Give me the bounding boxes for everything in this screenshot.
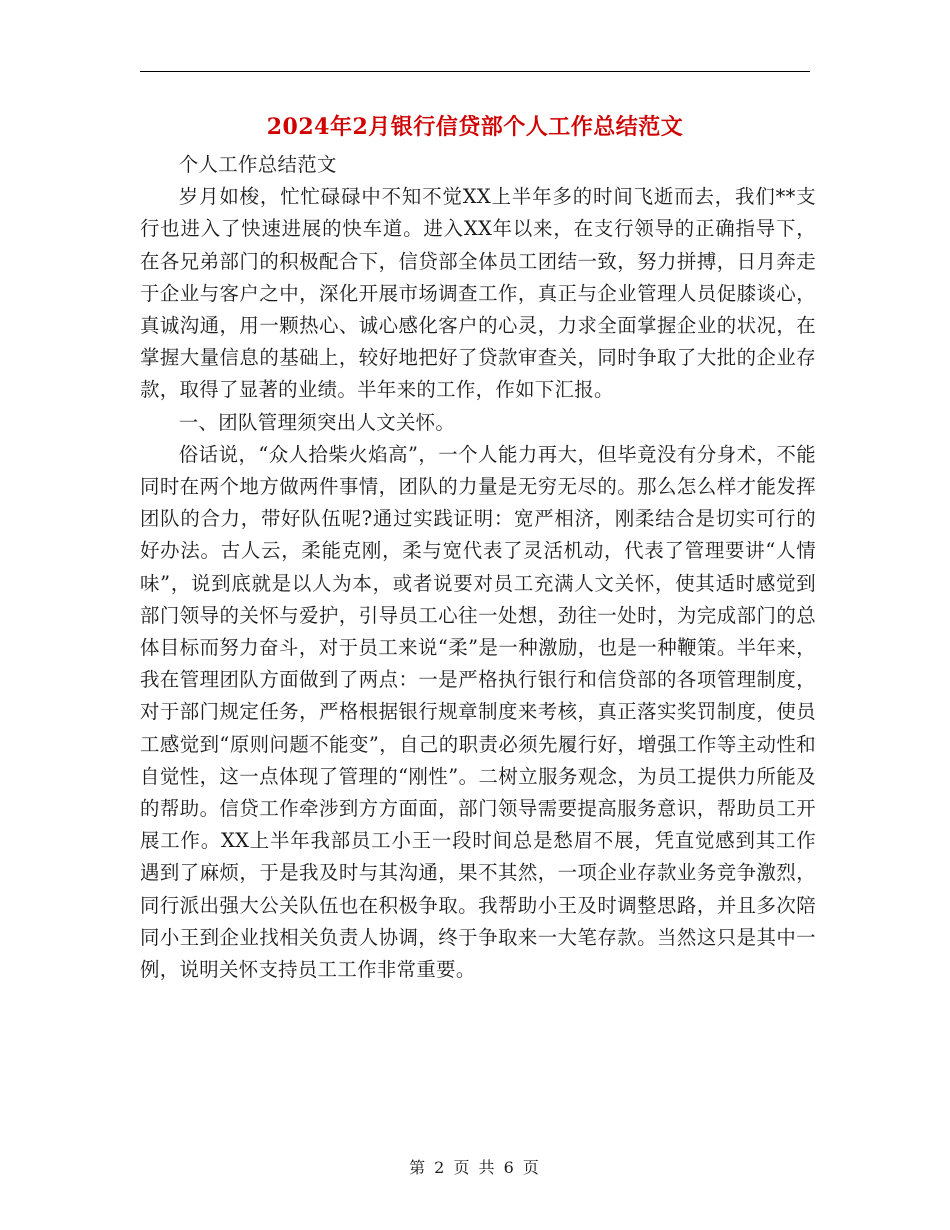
page-number: 第 2 页 共 6 页	[409, 1158, 541, 1177]
paragraph-intro: 岁月如梭，忙忙碌碌中不知不觉XX上半年多的时间飞逝而去，我们**支行也进入了快速进展的快车道。进入XX年以来，在支行领导的正确指导下，在各兄弟部门的积极配合下，信贷部全体员工团结一致，努力拼搏，日月奔走于企业与客户之中，深化开展市场调查工作，真正与企业管理人员促膝谈心，真诚沟通，用一颗热心、诚心感化客户的心灵，力求全面掌握企业的状况，在掌握大量信息的基础上，较好地把好了贷款审查关，同时争取了大批的企业存款，取得了显著的业绩。半年来的工作，作如下汇报。	[140, 185, 816, 402]
document-body	[140, 149, 816, 986]
paragraph-team-management: 俗话说，“众人拾柴火焰高”，一个人能力再大，但毕竟没有分身术，不能同时在两个地方做两件事情，团队的力量是无穷无尽的。那么怎么样才能发挥团队的合力，带好队伍呢?通过实践证明：宽严相济，刚柔结合是切实可行的好办法。古人云，柔能克刚，柔与宽代表了灵活机动，代表了管理要讲“人情味”，说到底就是以人为本，或者说要对员工充满人文关怀，使其适时感觉到部门领导的关怀与爱护，引导员工心往一处想，劲往一处时，为完成部门的总体目标而努力奋斗，对于员工来说“柔”是一种激励，也是一种鞭策。半年来，我在管理团队方面做到了两点：一是严格执行银行和信贷部的各项管理制度，对于部门规定任务，严格根据银行规章制度来考核，真正落实奖罚制度，使员工感觉到“原则问题不能变”，自己的职责必须先履行好，增强工作等主动性和自觉性，这一点体现了管理的“刚性”。二树立服务观念，为员工提供力所能及的帮助。信贷工作牵涉到方方面面，部门领导需要提高服务意识，帮助员工开展工作。XX上半年我部员工小王一段时间总是愁眉不展，凭直觉感到其工作遇到了麻烦，于是我及时与其沟通，果不其然，一项企业存款业务竞争激烈，同行派出强大公关队伍也在积极争取。我帮助小王及时调整思路，并且多次陪同小王到企业找相关负责人协调，终于争取来一大笔存款。当然这只是其中一例，说明关怀支持员工工作非常重要。	[140, 442, 816, 982]
header-rule	[140, 71, 810, 72]
section-heading-team-management: 一、团队管理须突出人文关怀。	[178, 410, 456, 434]
document-title: 2024年2月银行信贷部个人工作总结范文	[266, 114, 684, 140]
paragraph-subtitle: 个人工作总结范文	[178, 153, 337, 176]
